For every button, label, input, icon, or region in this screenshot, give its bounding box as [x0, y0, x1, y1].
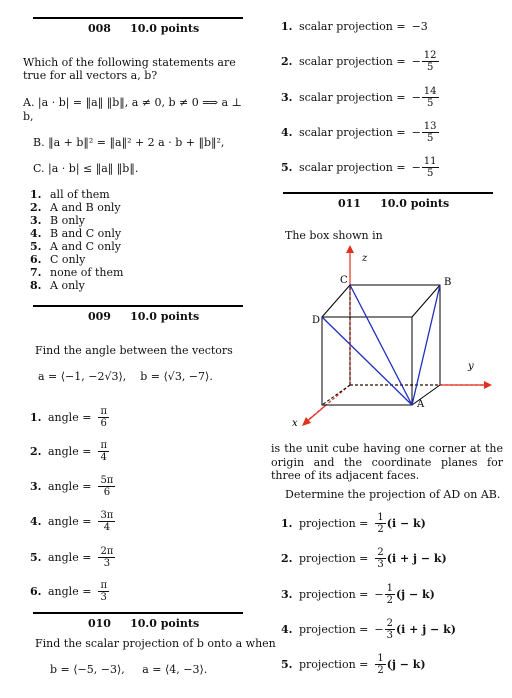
q010-option-3[interactable]: 3. scalar projection = − $\frac{14}{5}$	[281, 86, 437, 109]
q009-vectors: a = ⟨−1, −2√3⟩, b = ⟨√3, −7⟩.	[38, 370, 213, 383]
q010-header: 010 10.0 points	[88, 617, 200, 630]
fraction: $\frac{\pi}{3}$	[100, 580, 108, 603]
q011-option-5[interactable]: 5. projection = $\frac{1}{2}$ (j − k)	[281, 653, 426, 676]
list-item[interactable]: 8. A only	[30, 279, 85, 292]
label-D: D	[312, 315, 321, 326]
fraction: $\frac{2}{3}$	[386, 618, 393, 641]
diagonal-AB	[412, 285, 440, 405]
label-B: B	[444, 277, 452, 288]
fraction: $\frac{5\pi}{6}$	[100, 475, 114, 498]
q010-option-4[interactable]: 4. scalar projection = − $\frac{13}{5}$	[281, 121, 437, 144]
q008-prompt: Which of the following statements are true for all vectors a, b?	[23, 56, 236, 82]
q008-header: 008 10.0 points	[88, 22, 200, 35]
q011-description: is the unit cube having one corner at the origin and the coordinate planes for three of its adjacent faces.	[271, 442, 503, 482]
label-A: A	[417, 399, 425, 410]
fraction: $\frac{12}{5}$	[423, 50, 437, 73]
fraction: $\frac{\pi}{6}$	[100, 406, 108, 429]
list-item[interactable]: 5. A and C only	[30, 240, 121, 253]
fraction: $\frac{1}{2}$	[386, 583, 393, 606]
fraction: $\frac{2}{3}$	[377, 547, 384, 570]
diagonal-AC	[350, 285, 412, 405]
cube-edge	[322, 285, 350, 317]
list-item[interactable]: 7. none of them	[30, 266, 124, 279]
fraction: $\frac{1}{2}$	[377, 653, 384, 676]
q011-top-rule	[283, 192, 493, 194]
q011-option-2[interactable]: 2. projection = $\frac{2}{3}$ (i + j − k)	[281, 547, 447, 570]
q010-top-rule	[33, 612, 243, 614]
list-item[interactable]: 2. A and B only	[30, 201, 121, 214]
q011-option-1[interactable]: 1. projection = $\frac{1}{2}$ (i − k)	[281, 512, 426, 535]
hidden-edge	[322, 385, 350, 405]
q010-option-5[interactable]: 5. scalar projection = − $\frac{11}{5}$	[281, 156, 437, 179]
q008-choice-list	[30, 188, 123, 292]
q011-header: 011 10.0 points	[338, 197, 450, 210]
q010-option-1[interactable]: 1. scalar projection = −3	[281, 20, 428, 33]
q009-option-6[interactable]: 6. angle = $\frac{\pi}{3}$	[30, 580, 108, 603]
q011-option-3[interactable]: 3. projection = − $\frac{1}{2}$ (j − k)	[281, 583, 435, 606]
fraction: $\frac{14}{5}$	[423, 86, 437, 109]
q009-option-1[interactable]: 1. angle = $\frac{\pi}{6}$	[30, 406, 108, 429]
label-C: C	[340, 275, 348, 286]
q009-top-rule	[33, 305, 243, 307]
q010-option-2[interactable]: 2. scalar projection = − $\frac{12}{5}$	[281, 50, 437, 73]
q009-option-2[interactable]: 2. angle = $\frac{\pi}{4}$	[30, 440, 108, 463]
q009-header: 009 10.0 points	[88, 310, 200, 323]
fraction: $\frac{11}{5}$	[423, 156, 437, 179]
q008-statement-a: A. |a · b| = ‖a‖ ‖b‖, a ≠ 0, b ≠ 0 ⟹ a ⊥ b,	[23, 96, 242, 123]
z-axis-arrow	[346, 245, 354, 253]
fraction: $\frac{13}{5}$	[423, 121, 437, 144]
q008-statement-c: C. |a · b| ≤ ‖a‖ ‖b‖.	[33, 162, 139, 175]
q008-top-rule	[33, 17, 243, 19]
y-axis-arrow	[484, 381, 492, 389]
q009-option-4[interactable]: 4. angle = $\frac{3\pi}{4}$	[30, 510, 114, 533]
fraction: $\frac{3\pi}{4}$	[100, 510, 114, 533]
q009-option-3[interactable]: 3. angle = $\frac{5\pi}{6}$	[30, 475, 114, 498]
list-item[interactable]: 6. C only	[30, 253, 86, 266]
list-item[interactable]: 3. B only	[30, 214, 86, 227]
list-item[interactable]: 4. B and C only	[30, 227, 122, 240]
q010-prompt: Find the scalar projection of b onto a when	[35, 637, 276, 650]
fraction: $\frac{\pi}{4}$	[100, 440, 108, 463]
fraction: $\frac{1}{2}$	[377, 512, 384, 535]
list-item[interactable]: 1. all of them	[30, 188, 110, 201]
unit-cube-figure	[280, 245, 510, 440]
q010-vectors: b = ⟨−5, −3⟩, a = ⟨4, −3⟩.	[50, 663, 208, 676]
q009-prompt: Find the angle between the vectors	[35, 344, 233, 357]
q009-option-5[interactable]: 5. angle = $\frac{2\pi}{3}$	[30, 546, 114, 569]
q011-prompt: The box shown in	[285, 229, 383, 242]
q011-option-4[interactable]: 4. projection = − $\frac{2}{3}$ (i + j − k)	[281, 618, 456, 641]
fraction: $\frac{2\pi}{3}$	[100, 546, 114, 569]
label-x: x	[292, 418, 298, 429]
diagonal-AD	[322, 317, 412, 405]
q008-statement-b: B. ‖a + b‖² = ‖a‖² + 2 a · b + ‖b‖²,	[33, 136, 225, 149]
label-z: z	[362, 253, 368, 264]
q011-task: Determine the projection of AD on AB.	[285, 488, 501, 501]
label-y: y	[468, 361, 474, 372]
